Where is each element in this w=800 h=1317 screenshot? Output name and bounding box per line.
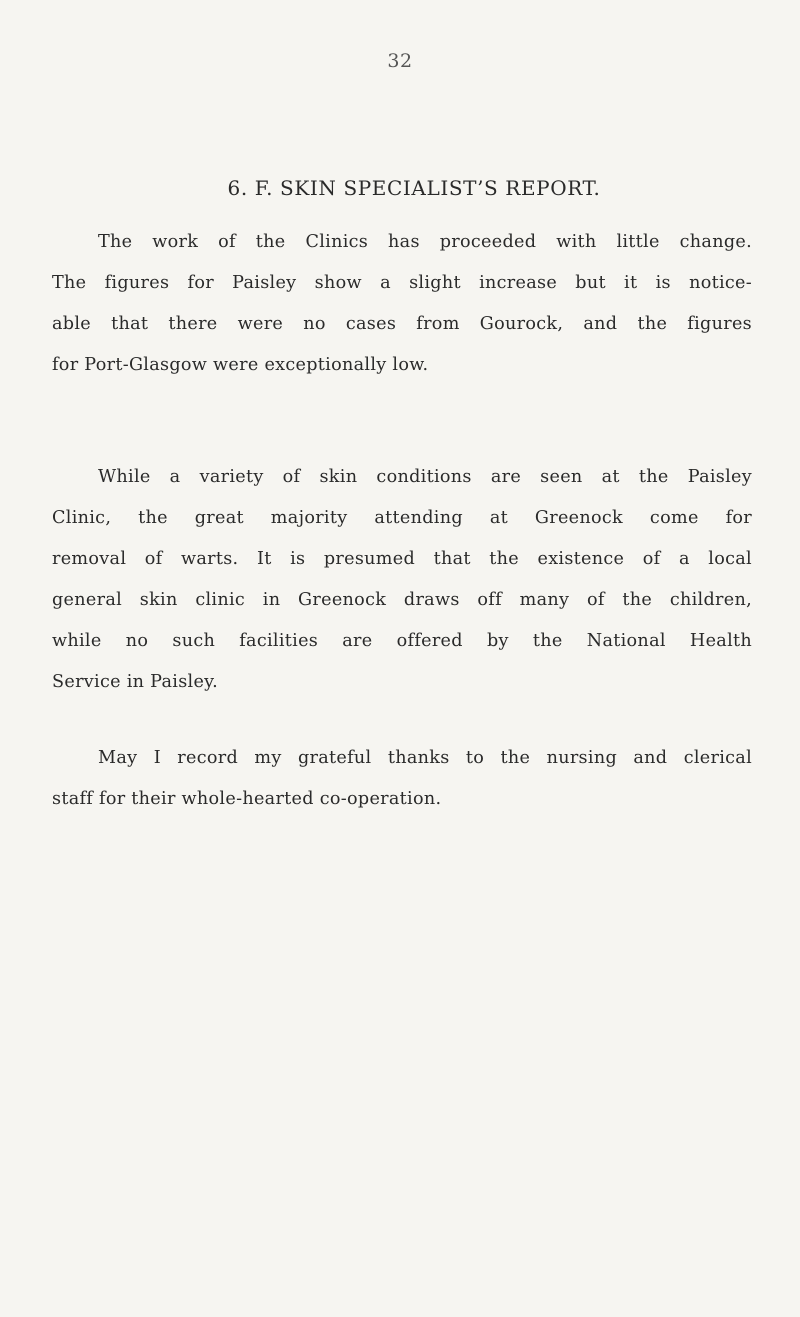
paragraph-line: general skin clinic in Greenock draws off many of the children, bbox=[52, 590, 752, 610]
paragraph-line: while no such facilities are offered by the National Health bbox=[52, 631, 752, 651]
paragraph-line: staff for their whole-hearted co-operation. bbox=[52, 789, 442, 809]
paragraph-line: Service in Paisley. bbox=[52, 672, 218, 692]
paragraph-line: The work of the Clinics has proceeded with little change. bbox=[98, 232, 752, 252]
paragraph-line: for Port-Glasgow were exceptionally low. bbox=[52, 355, 429, 375]
paragraph-line: removal of warts. It is presumed that the existence of a local bbox=[52, 549, 752, 569]
paragraph-line: While a variety of skin conditions are seen at the Paisley bbox=[98, 467, 752, 487]
paragraph-line: Clinic, the great majority attending at Greenock come for bbox=[52, 508, 752, 528]
paragraph-line: The figures for Paisley show a slight increase but it is notice- bbox=[52, 273, 752, 293]
paragraph-work-of-clinics bbox=[52, 222, 752, 386]
paragraph-thanks bbox=[52, 738, 752, 820]
section-heading: 6. F. SKIN SPECIALIST’S REPORT. bbox=[227, 176, 601, 200]
paragraph-line: May I record my grateful thanks to the nursing and clerical bbox=[98, 748, 752, 768]
paragraph-line: able that there were no cases from Gourock, and the figures bbox=[52, 314, 752, 334]
paragraph-skin-conditions bbox=[52, 457, 752, 703]
page-number: 32 bbox=[387, 50, 413, 72]
